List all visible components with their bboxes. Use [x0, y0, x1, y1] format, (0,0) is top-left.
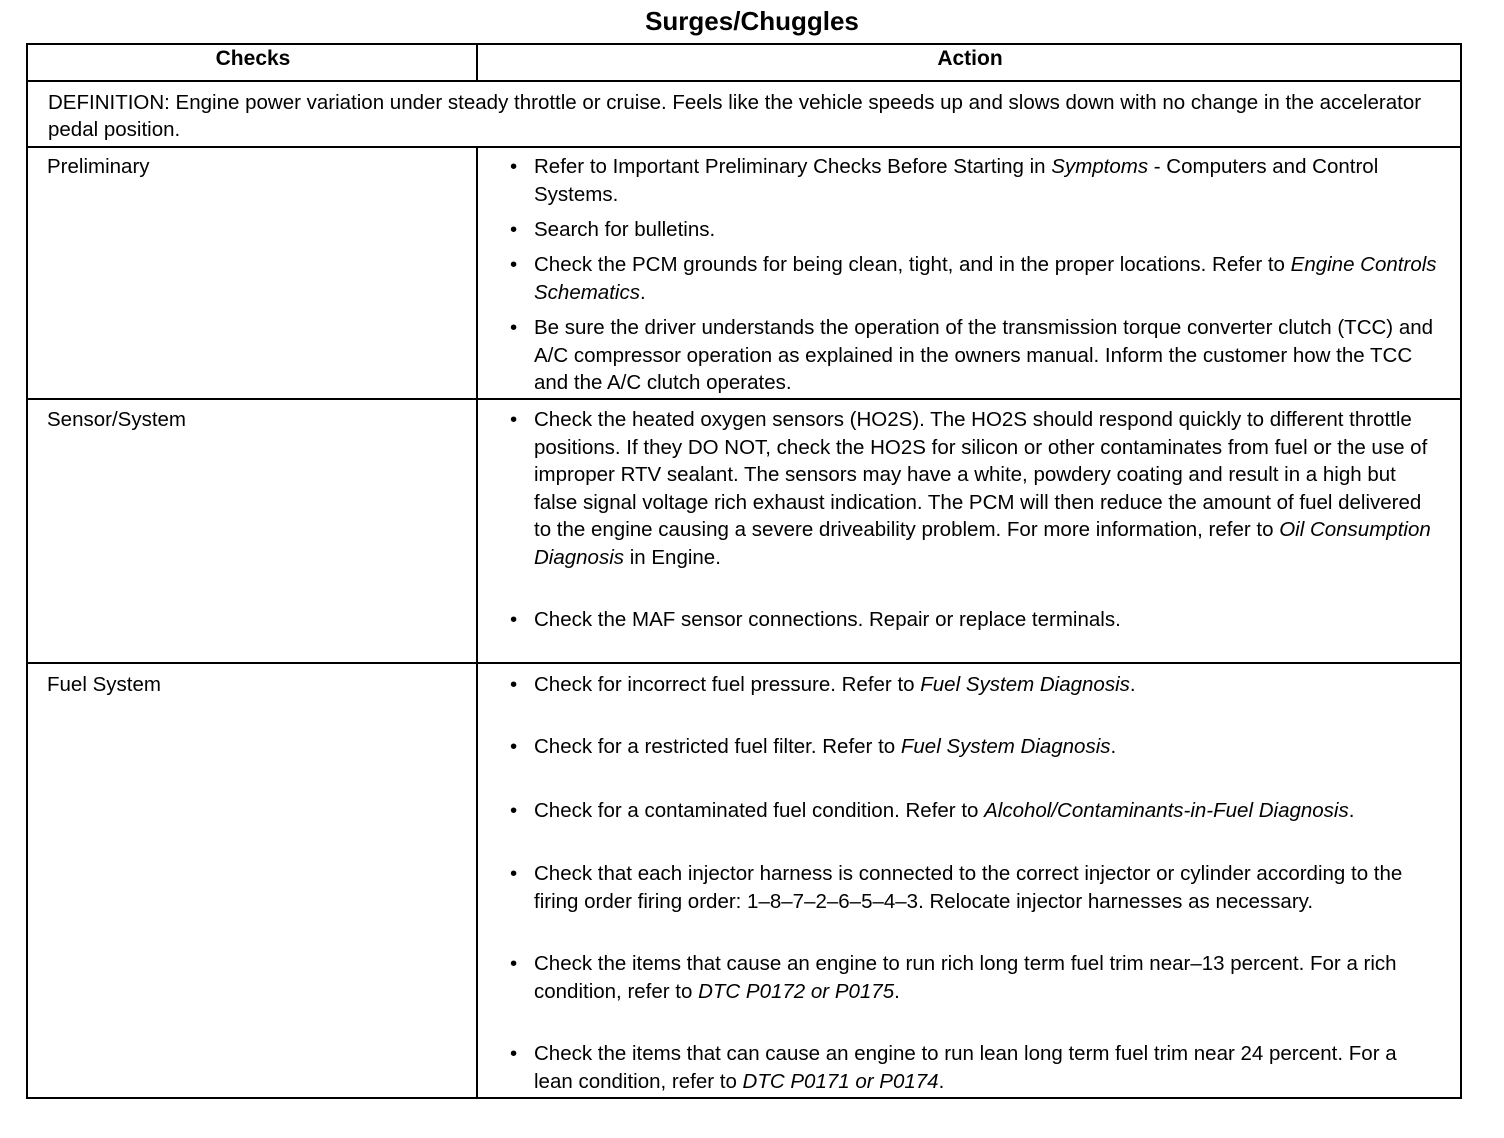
- bullet-icon: •: [510, 1042, 518, 1065]
- action-text: Check the items that can cause an engine to run lean long term fuel trim near 24 percent. For a lean condition, refer to: [534, 1042, 1397, 1093]
- bullet-icon: •: [510, 253, 518, 276]
- bullet-icon: •: [510, 952, 518, 975]
- action-text: .: [894, 979, 900, 1003]
- reference-text: Fuel System Diagnosis: [900, 735, 1111, 758]
- action-text: .: [1129, 673, 1136, 696]
- reference-text: Alcohol/Contaminants-in-Fuel Diagnosis: [984, 799, 1349, 822]
- divider: [28, 398, 1460, 400]
- action-item: [510, 406, 1440, 571]
- bullet-icon: •: [510, 155, 518, 178]
- action-text: Check the PCM grounds for being clean, tight, and in the proper locations. Refer to: [534, 253, 1291, 276]
- action-item: [510, 950, 1440, 1005]
- divider: [476, 146, 478, 1097]
- action-item: [510, 733, 1440, 761]
- action-item: [510, 860, 1440, 915]
- reference-text: DTC P0171 or P0174: [742, 1069, 939, 1093]
- bullet-icon: •: [510, 608, 518, 631]
- bullet-icon: •: [510, 799, 518, 822]
- bullet-icon: •: [510, 408, 518, 431]
- reference-text: Fuel System Diagnosis: [920, 673, 1130, 696]
- divider: [476, 45, 478, 82]
- action-item: [510, 314, 1440, 397]
- action-text: Refer to Important Preliminary Checks Before Starting in: [534, 155, 1052, 178]
- bullet-icon: •: [510, 218, 518, 241]
- action-text: .: [938, 1069, 945, 1093]
- divider: [28, 80, 1460, 82]
- action-text: Check for a restricted fuel filter. Refer to: [534, 735, 901, 758]
- action-text: Check the MAF sensor connections. Repair or replace terminals.: [534, 608, 1121, 631]
- action-text: Be sure the driver understands the operation of the transmission torque converter clutch (TCC) and A/C compressor operation as explained in the owners manual. Inform the customer how the TCC and the A/C clutch operates.: [534, 316, 1434, 394]
- bullet-icon: •: [510, 862, 518, 885]
- action-text: Check the heated oxygen sensors (HO2S). The HO2S should respond quickly to different throttle positions. If they DO NOT, check the HO2S for silicon or other contaminates from fuel or the use of improper RTV sealant. The sensors may have a white, powdery coating and result in a high but false signal voltage rich exhaust indication. The PCM will then reduce the amount of fuel delivered to the engine causing a severe driveability problem. For more information, refer to: [534, 408, 1428, 541]
- action-item: [510, 797, 1440, 825]
- action-text: Check the items that cause an engine to run rich long term fuel trim near–13 percent. For a rich condition, refer to: [534, 952, 1397, 1003]
- action-text: .: [639, 280, 646, 304]
- reference-text: Engine Controls Schematics: [534, 253, 1437, 304]
- action-text: Check that each injector harness is connected to the correct injector or cylinder according to the firing order firing order: 1–8–7–2–6–5–4–3. Relocate injector harnesses as necessary.: [534, 862, 1403, 913]
- action-text: Check for incorrect fuel pressure. Refer to: [534, 673, 921, 696]
- action-text: .: [1110, 735, 1117, 758]
- action-item: [510, 216, 1440, 244]
- divider: [28, 146, 1460, 148]
- action-text: .: [1348, 799, 1355, 822]
- action-text: Check for a contaminated fuel condition. Refer to: [534, 799, 985, 822]
- action-item: [510, 1040, 1440, 1095]
- page-title: Surges/Chuggles: [645, 6, 859, 36]
- check-label: Sensor/System: [47, 408, 186, 431]
- bullet-icon: •: [510, 673, 518, 696]
- column-header-action: Action: [937, 47, 1003, 70]
- reference-text: Symptoms: [1051, 155, 1149, 178]
- action-item: [510, 251, 1440, 306]
- check-label: Fuel System: [47, 673, 161, 696]
- bullet-icon: •: [510, 735, 518, 758]
- action-text: in Engine.: [624, 545, 721, 569]
- bullet-icon: •: [510, 316, 518, 339]
- column-header-checks: Checks: [215, 47, 291, 70]
- action-text: Search for bulletins.: [534, 218, 716, 241]
- divider: [28, 662, 1460, 664]
- action-item: [510, 606, 1440, 634]
- reference-text: DTC P0172 or P0175: [698, 979, 895, 1003]
- action-text: - Computers and Control Systems.: [534, 155, 1379, 206]
- definition-text: DEFINITION: Engine power variation under steady throttle or cruise. Feels like the vehicle speeds up and slows down with no change in the accelerator pedal position.: [48, 91, 1422, 141]
- check-label: Preliminary: [47, 155, 150, 178]
- reference-text: Oil Consumption Diagnosis: [534, 518, 1431, 569]
- action-item: [510, 153, 1440, 208]
- action-item: [510, 671, 1440, 699]
